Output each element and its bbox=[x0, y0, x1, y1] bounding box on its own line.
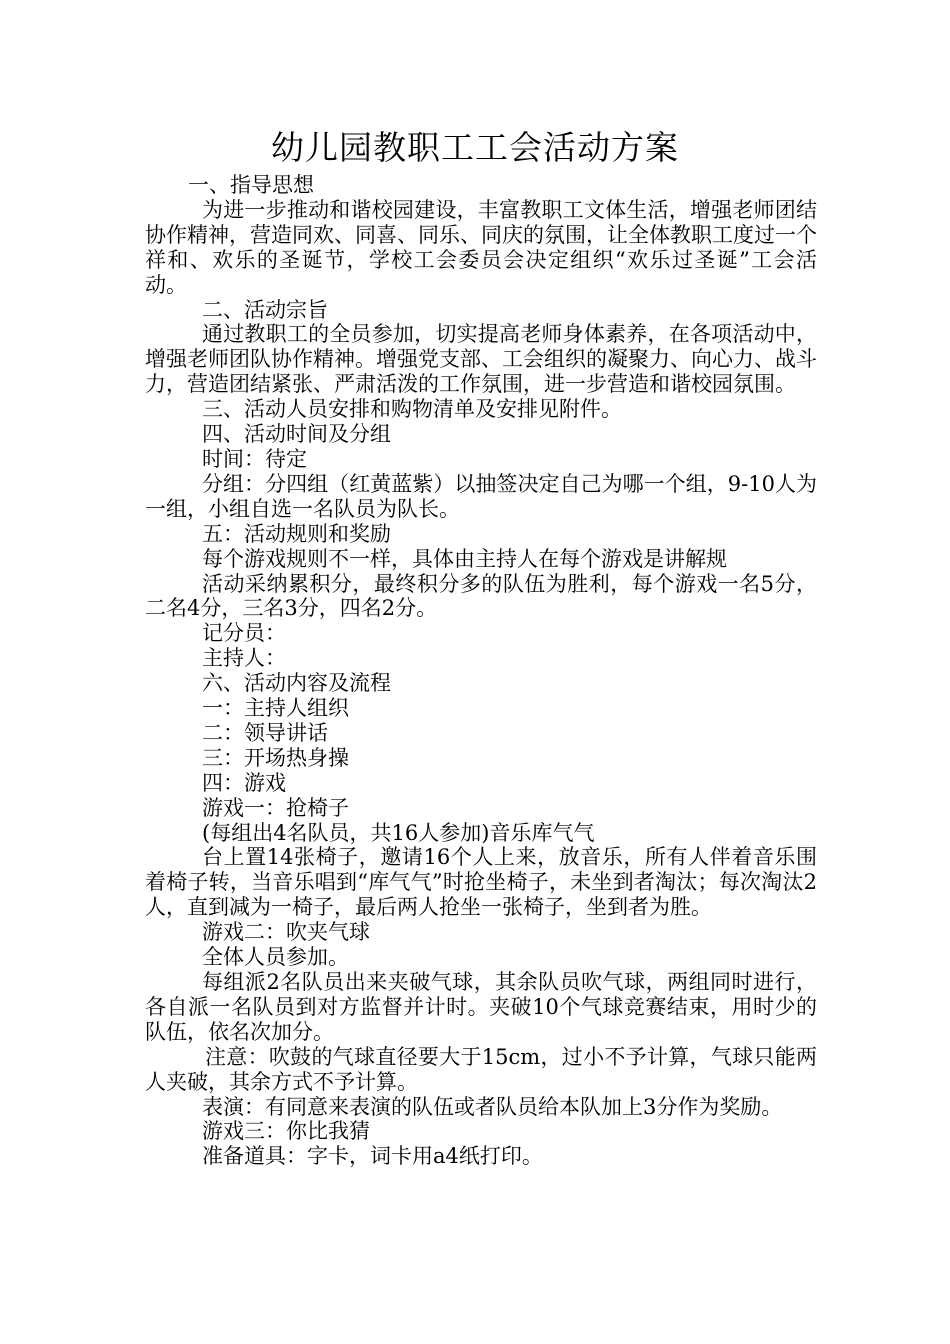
paragraph-staff-arrangement: 三、活动人员安排和购物清单及安排见附件。 bbox=[202, 397, 622, 422]
game-one-title: 游戏一：抢椅子 bbox=[202, 795, 349, 820]
game-three-title: 游戏三：你比我猜 bbox=[202, 1119, 370, 1144]
paragraph-rules: 每个游戏规则不一样，具体由主持人在每个游戏是讲解规 bbox=[202, 546, 727, 571]
list-item-games: 四：游戏 bbox=[202, 770, 286, 795]
paragraph-purpose: 通过教职工的全员参加，切实提高老师身体素养，在各项活动中，增强老师团队协作精神。增强党支部、工会组织的凝聚力、向心力、战斗力，营造团结紧张、严肃活泼的工作氛围，进一步营造和谐校园氛围。 bbox=[145, 322, 817, 397]
document-body bbox=[145, 173, 817, 1169]
performance-bonus: 表演：有同意来表演的队伍或者队员给本队加上3分作为奖励。 bbox=[202, 1094, 783, 1119]
list-item-leader-speech: 二：领导讲话 bbox=[202, 720, 328, 745]
document-title: 幼儿园教职工工会活动方案 bbox=[271, 128, 679, 167]
game-three-props: 准备道具：字卡，词卡用a4纸打印。 bbox=[202, 1144, 543, 1169]
paragraph-guiding-ideology: 为进一步推动和谐校园建设，丰富教职工文体生活，增强老师团结协作精神，营造同欢、同喜、同乐、同庆的氛围，让全体教职工度过一个祥和、欢乐的圣诞节，学校工会委员会决定组织“欢乐过圣诞”工会活动。 bbox=[145, 197, 817, 297]
paragraph-scoring: 活动采纳累积分，最终积分多的队伍为胜利，每个游戏一名5分，二名4分，三名3分，四名2分。 bbox=[145, 571, 817, 621]
game-two-note: 注意：吹鼓的气球直径要大于15cm，过小不予计算，气球只能两人夹破，其余方式不予计算。 bbox=[145, 1044, 817, 1094]
section-heading-time-grouping: 四、活动时间及分组 bbox=[202, 422, 391, 447]
game-two-participants: 全体人员参加。 bbox=[202, 945, 349, 970]
paragraph-grouping: 分组：分四组（红黄蓝紫）以抽签决定自己为哪一个组，9-10人为一组，小组自选一名队员为队长。 bbox=[145, 471, 817, 521]
game-one-description: 台上置14张椅子，邀请16个人上来，放音乐，所有人伴着音乐围着椅子转，当音乐唱到“库气气”时抢坐椅子，未坐到者淘汰；每次淘汰2人，直到减为一椅子，最后两人抢坐一张椅子，坐到者为胜。 bbox=[145, 845, 817, 920]
list-item-warmup: 三：开场热身操 bbox=[202, 745, 349, 770]
game-one-participants: (每组出4名队员，共16人参加)音乐库气气 bbox=[202, 820, 595, 845]
game-two-description: 每组派2名队员出来夹破气球，其余队员吹气球，两组同时进行，各自派一名队员到对方监督并计时。夹破10个气球竞赛结束，用时少的队伍，依名次加分。 bbox=[145, 970, 817, 1044]
paragraph-scorekeeper: 记分员： bbox=[202, 621, 286, 646]
section-heading-purpose: 二、活动宗旨 bbox=[202, 297, 328, 322]
list-item-host-organize: 一：主持人组织 bbox=[202, 696, 349, 721]
paragraph-host: 主持人： bbox=[202, 646, 286, 671]
game-two-title: 游戏二：吹夹气球 bbox=[202, 920, 370, 945]
section-heading-content-flow: 六、活动内容及流程 bbox=[202, 671, 391, 696]
section-heading-guiding-ideology: 一、指导思想 bbox=[188, 173, 314, 197]
paragraph-time: 时间：待定 bbox=[202, 446, 307, 471]
section-heading-rules-rewards: 五：活动规则和奖励 bbox=[202, 521, 391, 546]
